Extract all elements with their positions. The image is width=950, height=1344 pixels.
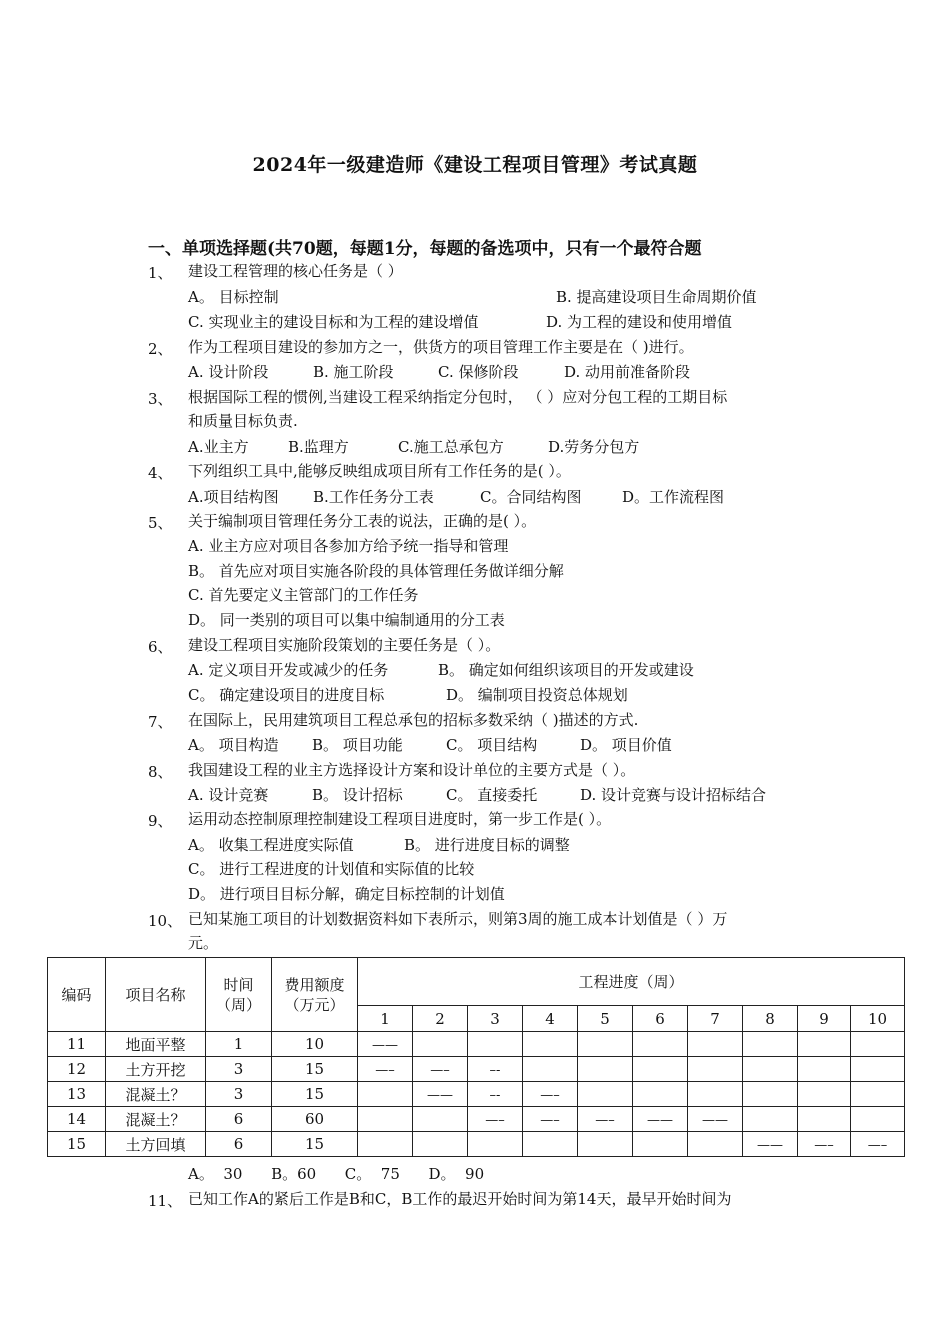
progress-cell [413,1107,468,1132]
progress-bar-mark: —– [867,1138,888,1153]
progress-bar-mark: —— [702,1113,728,1128]
progress-cell [523,1057,578,1082]
progress-cell [523,1107,578,1132]
option-b: B。 确定如何组织该项目的开发或建设 [438,661,694,679]
header-cost: 费用额度（万元） [272,958,358,1032]
header-name: 项目名称 [106,958,206,1032]
progress-cell [688,1032,743,1057]
cell-time: 1 [206,1032,272,1057]
option-b: B。 进行进度目标的调整 [404,836,570,854]
week-header-cell: 2 [413,1006,468,1032]
option-b: B. 提高建设项目生命周期价值 [556,288,757,306]
question-number: 6、 [148,638,173,656]
week-header-cell: 9 [798,1006,851,1032]
progress-bar-mark: —– [485,1113,505,1128]
cell-time: 3 [206,1057,272,1082]
option-a: A.项目结构图 [188,488,279,506]
cell-cost: 60 [272,1107,358,1132]
progress-cell [468,1057,523,1082]
option-d: D. 为工程的建设和使用增值 [546,313,733,331]
table-row [48,1107,905,1132]
progress-cell [688,1107,743,1132]
progress-bar-mark: —— [757,1138,783,1153]
progress-bar-mark: —– [540,1113,560,1128]
option-d: D。 项目价值 [580,736,672,754]
question-stem: 下列组织工具中,能够反映组成项目所有工作任务的是( ）。 [188,462,571,480]
progress-cell [578,1132,633,1157]
option-a: A。 目标控制 [188,288,279,306]
question-stem: 根据国际工程的惯例,当建设工程采纳指定分包时， （ ）应对分包工程的工期目标 [188,388,728,406]
progress-cell [358,1082,413,1107]
progress-cell [358,1107,413,1132]
progress-cell [578,1057,633,1082]
progress-cell [798,1132,851,1157]
cell-code: 15 [48,1132,106,1157]
question-stem: 关于编制项目管理任务分工表的说法，正确的是( ）。 [188,512,537,530]
option-c: C。 确定建设项目的进度目标 [188,686,385,704]
option-c: C。合同结构图 [480,488,582,506]
question-stem-cont: 元。 [188,934,219,952]
progress-cell [523,1032,578,1057]
progress-cell [633,1132,688,1157]
week-header-cell: 4 [523,1006,578,1032]
progress-cell [468,1082,523,1107]
progress-cell [413,1132,468,1157]
cell-code: 13 [48,1082,106,1107]
progress-cell [578,1082,633,1107]
header-code: 编码 [48,958,106,1032]
week-header-cell: 8 [743,1006,798,1032]
question-number: 10、 [148,912,183,930]
option-b: B。 首先应对项目实施各阶段的具体管理任务做详细分解 [188,562,564,580]
option-d: D。 编制项目投资总体规划 [446,686,628,704]
option-c: C。 进行工程进度的计划值和实际值的比较 [188,860,475,878]
progress-cell [358,1057,413,1082]
progress-cell [688,1132,743,1157]
progress-bar-mark: —– [814,1138,834,1153]
progress-bar-mark: —– [540,1088,560,1103]
option-a: A。 项目构造 [188,736,279,754]
progress-cell [688,1057,743,1082]
progress-cell [468,1032,523,1057]
question-number: 11、 [148,1192,183,1210]
progress-cell [851,1057,905,1082]
section-heading: 一、单项选择题(共70题，每题1分，每题的备选项中，只有一个最符合题 [148,239,702,259]
question-stem: 运用动态控制原理控制建设工程项目进度时，第一步工作是( ）。 [188,810,612,828]
option-d: D. 设计竞赛与设计招标结合 [580,786,767,804]
week-header-cell: 10 [851,1006,905,1032]
progress-cell [633,1032,688,1057]
cell-code: 11 [48,1032,106,1057]
cell-cost: 15 [272,1057,358,1082]
option-d: D。 进行项目目标分解，确定目标控制的计划值 [188,885,505,903]
week-header-cell: 7 [688,1006,743,1032]
cell-time: 6 [206,1107,272,1132]
page-title: 2024年一级建造师《建设工程项目管理》考试真题 [252,154,698,176]
option-b: B.工作任务分工表 [313,488,434,506]
question-number: 3、 [148,390,173,408]
progress-bar-mark: —— [647,1113,673,1128]
option-a: A.业主方 [188,438,249,456]
option-a: A。 收集工程进度实际值 [188,836,354,854]
question-number: 5、 [148,514,173,532]
progress-cell [468,1107,523,1132]
option-d: D。 同一类别的项目可以集中编制通用的分工表 [188,611,505,629]
cell-name: 土方回填 [106,1132,206,1157]
question-stem: 我国建设工程的业主方选择设计方案和设计单位的主要方式是（ ）。 [188,761,636,779]
week-header-cell: 1 [358,1006,413,1032]
cell-name: 混凝土？ [106,1082,206,1107]
q10-options: A。 30 B。60 C。 75 D。 90 [188,1165,485,1183]
option-b: B.监理方 [288,438,349,456]
cell-name: 土方开挖 [106,1057,206,1082]
question-number: 4、 [148,464,173,482]
cell-code: 14 [48,1107,106,1132]
progress-cell [798,1057,851,1082]
schedule-table [47,957,905,1157]
progress-cell [468,1132,523,1157]
question-number: 2、 [148,340,173,358]
question-number: 1、 [148,264,173,282]
table-row [48,1032,905,1057]
table-row [48,1082,905,1107]
progress-cell [523,1082,578,1107]
progress-cell [358,1032,413,1057]
progress-cell [743,1032,798,1057]
question-stem: 建设工程管理的核心任务是（ ） [188,262,403,280]
progress-cell [743,1107,798,1132]
option-c: C.施工总承包方 [398,438,504,456]
option-a: A. 设计阶段 [188,363,269,381]
progress-cell [851,1107,905,1132]
progress-cell [798,1082,851,1107]
progress-cell [358,1132,413,1157]
option-d: D. 动用前准备阶段 [564,363,691,381]
option-c: C. 保修阶段 [438,363,519,381]
cell-cost: 15 [272,1132,358,1157]
option-b: B。 项目功能 [312,736,403,754]
header-time: 时间（周） [206,958,272,1032]
cell-cost: 15 [272,1082,358,1107]
progress-cell [851,1132,905,1157]
option-d: D.劳务分包方 [548,438,640,456]
week-header-cell: 6 [633,1006,688,1032]
option-c: C. 实现业主的建设目标和为工程的建设增值 [188,313,479,331]
progress-cell [578,1107,633,1132]
question-stem: 建设工程项目实施阶段策划的主要任务是（ ）。 [188,636,501,654]
table-row [48,1132,905,1157]
question-stem: 在国际上，民用建筑项目工程总承包的招标多数采纳（ )描述的方式. [188,711,639,729]
progress-cell [851,1032,905,1057]
cell-name: 混凝土？ [106,1107,206,1132]
progress-cell [523,1132,578,1157]
question-number: 8、 [148,763,173,781]
cell-time: 3 [206,1082,272,1107]
cell-name: 地面平整 [106,1032,206,1057]
question-stem: 作为工程项目建设的参加方之一，供货方的项目管理工作主要是在（ )进行。 [188,338,694,356]
question-number: 9、 [148,812,173,830]
option-b: B. 施工阶段 [313,363,394,381]
option-d: D。工作流程图 [622,488,725,506]
progress-cell [633,1057,688,1082]
option-a: A. 业主方应对项目各参加方给予统一指导和管理 [188,537,509,555]
progress-cell [413,1082,468,1107]
progress-cell [743,1082,798,1107]
progress-cell [578,1032,633,1057]
progress-cell [851,1082,905,1107]
week-header-cell: 5 [578,1006,633,1032]
progress-cell [688,1082,743,1107]
progress-cell [413,1032,468,1057]
progress-bar-mark: —– [595,1113,615,1128]
option-a: A. 设计竞赛 [188,786,269,804]
progress-bar-mark: –- [489,1063,501,1078]
progress-cell [743,1057,798,1082]
progress-cell [413,1057,468,1082]
progress-bar-mark: –- [489,1088,501,1103]
progress-cell [798,1032,851,1057]
progress-bar-mark: —– [430,1063,450,1078]
option-b: B。 设计招标 [312,786,403,804]
cell-code: 12 [48,1057,106,1082]
progress-bar-mark: —— [372,1038,398,1053]
progress-cell [633,1082,688,1107]
header-progress: 工程进度（周） [358,958,905,1006]
cell-cost: 10 [272,1032,358,1057]
question-stem: 已知某施工项目的计划数据资料如下表所示，则第3周的施工成本计划值是（ ）万 [188,910,728,928]
progress-cell [798,1107,851,1132]
progress-bar-mark: —— [427,1088,453,1103]
progress-cell [743,1132,798,1157]
schedule-body [48,1032,905,1157]
table-row [48,1057,905,1082]
option-c: C. 首先要定义主管部门的工作任务 [188,586,419,604]
question-stem: 已知工作A的紧后工作是B和C，B工作的最迟开始时间为第14天，最早开始时间为 [188,1190,732,1208]
progress-bar-mark: —– [375,1063,395,1078]
option-a: A. 定义项目开发或减少的任务 [188,661,389,679]
question-number: 7、 [148,713,173,731]
week-header-cell: 3 [468,1006,523,1032]
progress-cell [633,1107,688,1132]
option-c: C。 直接委托 [446,786,538,804]
option-c: C。 项目结构 [446,736,538,754]
cell-time: 6 [206,1132,272,1157]
question-stem-cont: 和质量目标负责. [188,412,298,430]
